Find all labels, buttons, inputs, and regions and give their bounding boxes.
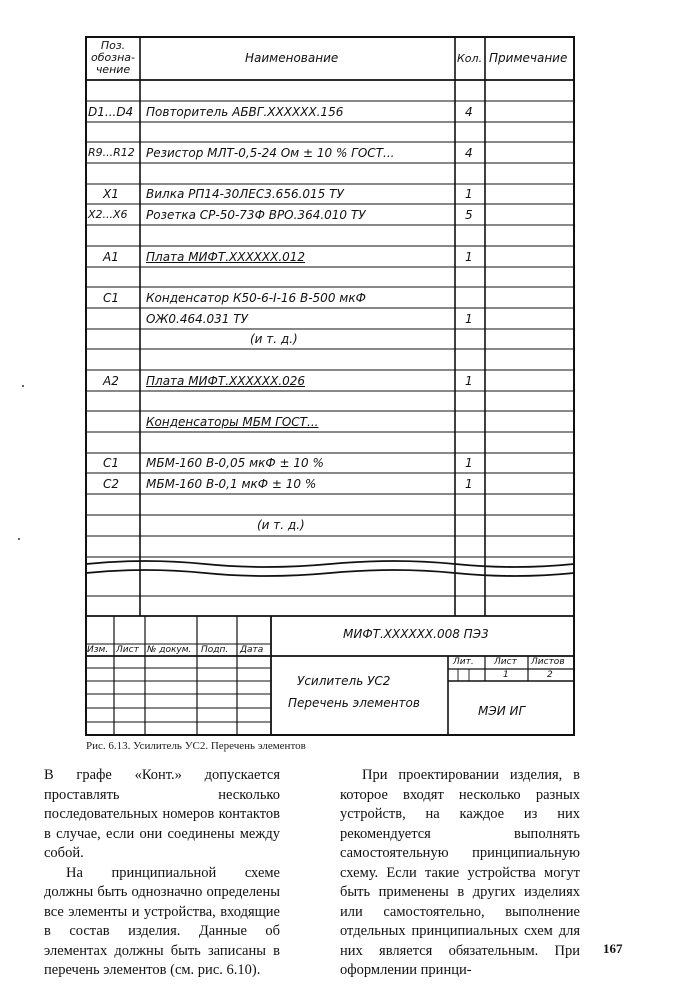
text-column-left bbox=[44, 766, 280, 981]
row-name: Плата МИФТ.XXXXXX.012 bbox=[146, 250, 306, 264]
stamp-podp: Подп. bbox=[201, 645, 229, 655]
stamp-sheet-value: 1 bbox=[503, 670, 509, 680]
row-pos: C2 bbox=[103, 477, 120, 491]
row-name: Розетка СР-50-73Ф ВРО.364.010 ТУ bbox=[146, 208, 366, 222]
row-pos: C1 bbox=[103, 456, 120, 470]
header-pos-line1: Поз. bbox=[100, 39, 126, 52]
row-name: МБМ-160 В-0,05 мкФ ± 10 % bbox=[146, 456, 324, 470]
row-qty: 1 bbox=[465, 250, 473, 264]
row-pos: X2...X6 bbox=[88, 208, 128, 221]
header-name: Наименование bbox=[245, 51, 339, 65]
row-name: Плата МИФТ.XXXXXX.026 bbox=[146, 374, 306, 388]
paragraph: При проектировании изделия, в которое входят несколько разных устройств, на каждое из них рекомендуется выполнять самостоятельную принципиальную схему. Если такие устройства могут быть применены в других изделиях или самостоятельно, выполнение отдельных принципиальных схем для них является обязательным. При оформлении принци- bbox=[340, 767, 580, 978]
scan-speck bbox=[18, 538, 20, 540]
row-qty: 5 bbox=[465, 208, 473, 222]
stamp-lit: Лит. bbox=[453, 657, 474, 667]
organization: МЭИ ИГ bbox=[478, 704, 526, 718]
row-name: Конденсаторы МБМ ГОСТ... bbox=[146, 415, 319, 429]
stamp-sheets: Листов bbox=[531, 657, 565, 667]
stamp-sheets-value: 2 bbox=[547, 670, 553, 680]
row-pos: A1 bbox=[103, 250, 119, 264]
row-qty: 1 bbox=[465, 456, 473, 470]
row-pos: A2 bbox=[103, 374, 119, 388]
row-qty: 4 bbox=[465, 146, 473, 160]
header-note: Примечание bbox=[489, 51, 568, 65]
stamp-list: Лист bbox=[116, 645, 139, 655]
page-number: 167 bbox=[603, 941, 623, 956]
text-column-right bbox=[340, 766, 580, 981]
document-title: Перечень элементов bbox=[288, 696, 420, 710]
header-qty: Кол. bbox=[457, 52, 483, 65]
paragraph: В графе «Конт.» допускается проставлять несколько последовательных номеров контактов в случае, если они соединены между собой. bbox=[44, 767, 280, 861]
row-name: (и т. д.) bbox=[257, 518, 305, 532]
stamp-ndokum: № докум. bbox=[147, 645, 192, 655]
row-name: Конденсатор К50-6-I-16 В-500 мкФ bbox=[146, 291, 366, 305]
header-pos bbox=[87, 40, 139, 76]
stamp-sheet: Лист bbox=[494, 657, 517, 667]
row-name: ОЖ0.464.031 ТУ bbox=[146, 312, 248, 326]
row-pos: D1...D4 bbox=[88, 105, 134, 119]
row-pos: C1 bbox=[103, 291, 120, 305]
row-qty: 1 bbox=[465, 312, 473, 326]
row-name: МБМ-160 В-0,1 мкФ ± 10 % bbox=[146, 477, 317, 491]
header-pos-line2: обозна- bbox=[91, 51, 135, 64]
product-title: Усилитель УС2 bbox=[297, 674, 391, 688]
row-qty: 4 bbox=[465, 105, 473, 119]
doc-code: МИФТ.XXXXXX.008 ПЭ3 bbox=[343, 627, 489, 641]
row-name: (и т. д.) bbox=[250, 332, 298, 346]
stamp-izm: Изм. bbox=[87, 645, 109, 655]
stamp-data: Дата bbox=[240, 645, 264, 655]
row-name: Вилка РП14-30ЛЕС3.656.015 ТУ bbox=[146, 187, 344, 201]
row-qty: 1 bbox=[465, 477, 473, 491]
scan-speck bbox=[22, 385, 24, 387]
figure-caption: Рис. 6.13. Усилитель УС2. Перечень элементов bbox=[86, 740, 306, 752]
row-name: Повторитель АБВГ.XXXXXX.156 bbox=[146, 105, 344, 119]
row-qty: 1 bbox=[465, 374, 473, 388]
header-pos-line3: чение bbox=[95, 63, 131, 76]
paragraph: На принципиальной схеме должны быть однозначно определены все элементы и устройства, входящие в состав изделия. Данные об элементах должны быть записаны в перечень элементов (см. рис. 6.10). bbox=[44, 864, 280, 978]
element-list-form bbox=[85, 36, 575, 736]
row-pos: X1 bbox=[103, 187, 119, 201]
row-qty: 1 bbox=[465, 187, 473, 201]
row-pos: R9...R12 bbox=[88, 146, 135, 159]
row-name: Резистор МЛТ-0,5-24 Ом ± 10 % ГОСТ... bbox=[146, 146, 395, 160]
